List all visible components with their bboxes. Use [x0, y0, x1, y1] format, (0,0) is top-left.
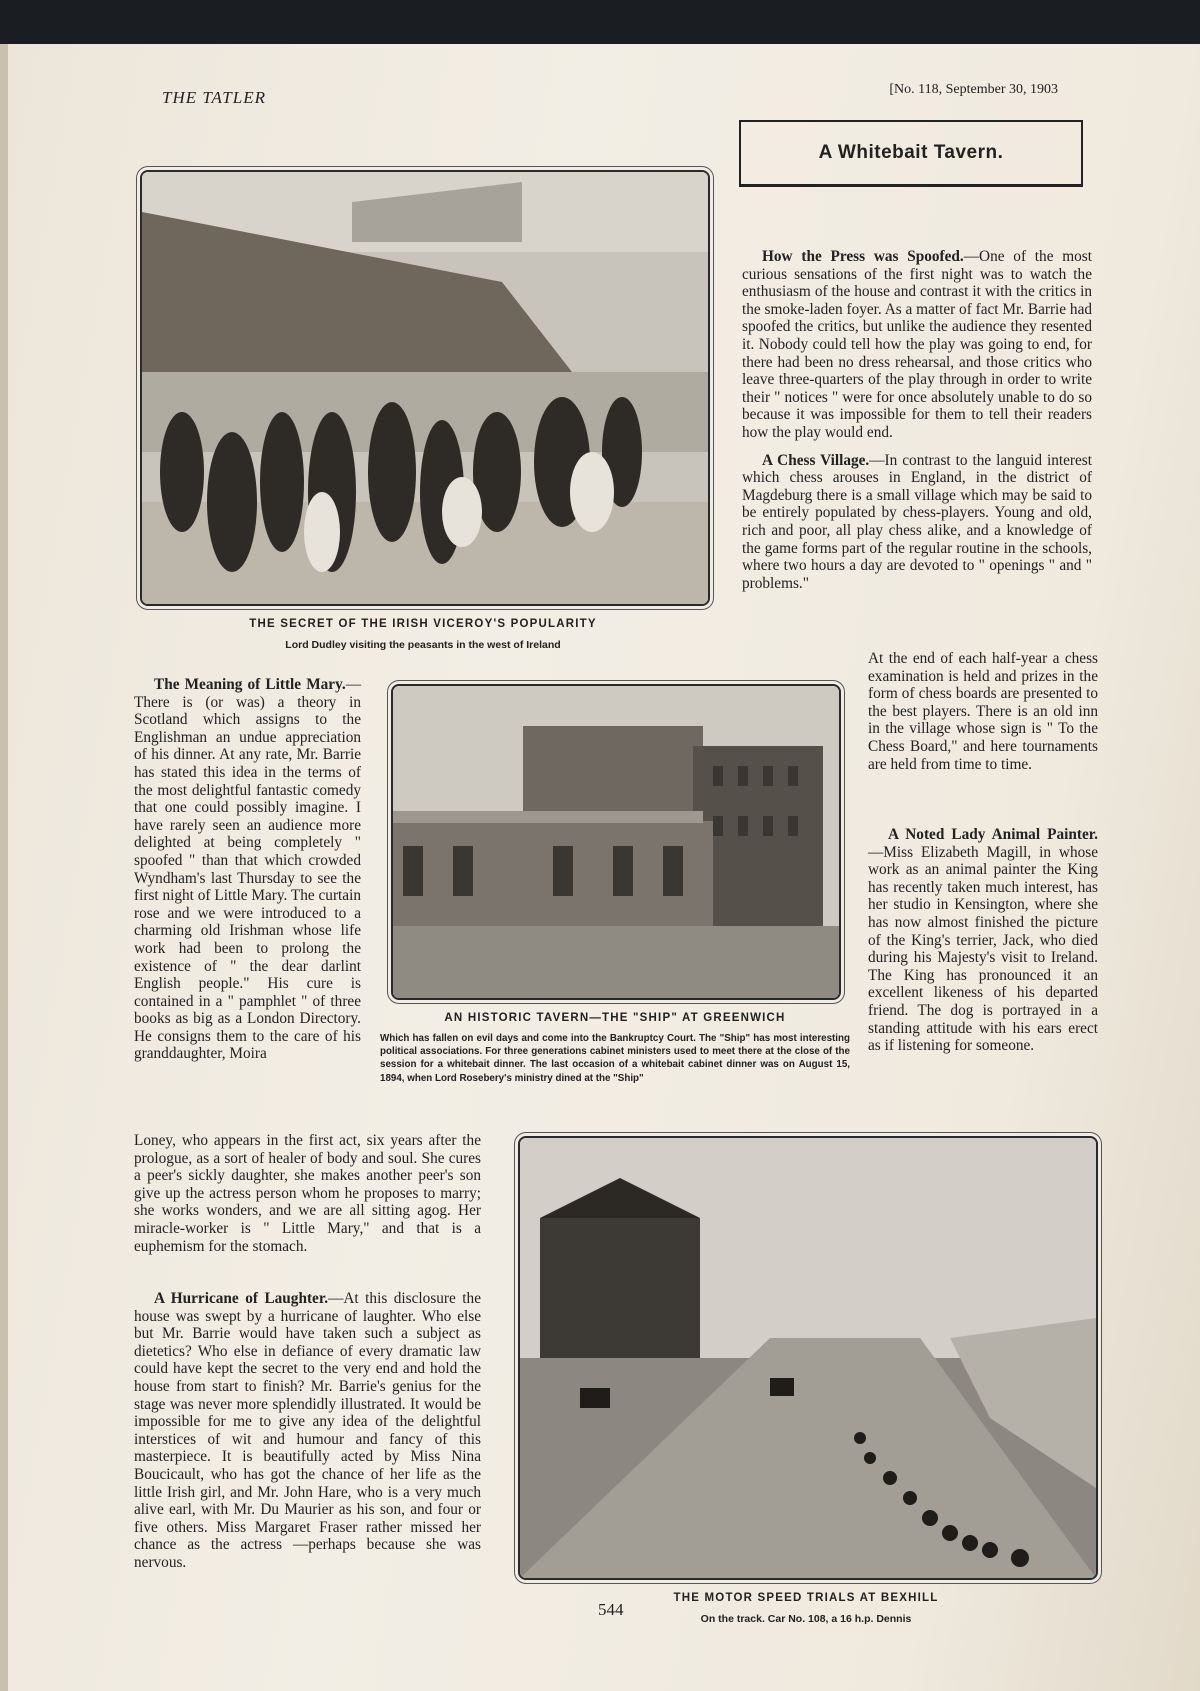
- caption-title: THE SECRET OF THE IRISH VICEROY'S POPULARITY: [249, 618, 597, 630]
- article-little-mary-cont: [134, 1132, 481, 1265]
- article-hurricane: [134, 1290, 481, 1582]
- body-chess: —In contrast to the languid interest which chess arouses in England, in the district of Magdeburg there is a small village which may be said to be entirely populated by chess-players. Young and old, rich and poor, all play chess alike, and a knowledge of the game forms part of the regular routine in the schools, where two hours a day are devoted to " openings " and " problems.": [742, 451, 1093, 592]
- caption-subtitle: Lord Dudley visiting the peasants in the west of Ireland: [285, 639, 561, 651]
- body-hurricane: —At this disclosure the house was swept by a hurricane of laughter. Who else but Mr. Barrie would have taken such a subject as dietetics? Who else in defiance of every dramatic law could have kept the secret to the very end and hold the house from start to finish? Mr. Barrie's genius for the stage was never more splendidly illustrated. It would be impossible for me to give any idea of the delightful interstices of wit and humour and fancy of this masterpiece. It is beautifully acted by Miss Nina Boucicault, who has got the chance of her life as the little Irish girl, and Mr. John Hare, who is a very much alive earl, with Mr. Du Maurier as his son, and four or five others. Miss Margaret Fraser rather missed her chance as the actress —perhaps because she was nervous.: [134, 1290, 481, 1571]
- page-number: 544: [598, 1600, 624, 1619]
- caption-subtitle: Which has fallen on evil days and come into the Bankruptcy Court. The "Ship" has most interesting political associations. For three generations cabinet ministers used to meet there at the close of the session for a whitebait dinner. The last occasion of a whitebait cabinet dinner was on August 15, 1894, when Lord Rosebery's ministry dined at the "Ship": [380, 1033, 850, 1084]
- heading-mary: The Meaning of Little Mary.: [154, 676, 346, 693]
- body-mary-cont: Loney, who appears in the first act, six years after the prologue, as a sort of healer of body and soul. She cures a peer's sickly daughter, she makes another peer's son give up the actress person whom he proposes to marry; she works wonders, and we are all sitting agog. Her miracle-worker is " Little Mary," and that is a euphemism for the stomach.: [134, 1132, 481, 1255]
- caption-title: AN HISTORIC TAVERN—THE "SHIP" AT GREENWICH: [444, 1012, 786, 1024]
- article-little-mary: [134, 676, 361, 1073]
- article-painter: [868, 826, 1098, 1065]
- photo-irish-peasants: [140, 170, 710, 606]
- heading-hurricane: A Hurricane of Laughter.: [154, 1290, 329, 1307]
- body-mary: —There is (or was) a theory in Scotland which assigns to the Englishman an undue appreciation of his dinner. At any rate, Mr. Barrie has stated this idea in the terms of the most delightful fantastic comedy that one could possibly imagine. I have rarely seen an audience more delighted at being completely " spoofed " than that which crowded Wyndham's last Thursday to see the first night of Little Mary. The curtain rose and we were introduced to a charming old Irishman whose life work had been to prolong the existence of " the dear darlint English people." His cure is contained in a " pamphlet " of three books as big as a London Directory. He consigns them to the care of his granddaughter, Moira: [134, 676, 361, 1063]
- heading-press: How the Press was Spoofed.: [762, 248, 964, 265]
- issue-info: [No. 118, September 30, 1903: [889, 82, 1058, 97]
- body-chess-2: At the end of each half-year a chess examination is held and prizes in the form of chess boards are presented to the best players. There is an old inn in the village whose sign is " To the Chess Board," and here tournaments are held from time to time.: [868, 650, 1098, 773]
- section-title: A Whitebait Tavern.: [739, 120, 1083, 187]
- caption-subtitle: On the track. Car No. 108, a 16 h.p. Dennis: [700, 1613, 912, 1625]
- heading-chess: A Chess Village.: [762, 451, 870, 469]
- article-press: [742, 248, 1092, 602]
- magazine-title: THE TATLER: [162, 88, 266, 107]
- photo-motor-trials: [518, 1136, 1098, 1580]
- body-press: —One of the most curious sensations of the first night was to watch the enthusiasm of the house and contrast it with the critics in the smoke-laden foyer. As a matter of fact Mr. Barrie had spoofed the critics, but unlike the audience they resented it. Nobody could tell how the play was going to end, for there had been no dress rehearsal, and those critics who leave three-quarters of the play through in order to write their " notices " were for once absolutely unable to do so because it was impossible for them to tell their readers how the play would end.: [742, 248, 1093, 441]
- body-painter: —Miss Elizabeth Magill, in whose work as an animal painter the King has recently taken much interest, has her studio in Kensington, where she has now almost finished the picture of the King's terrier, Jack, who died during his Majesty's visit to Ireland. The King has pronounced it an excellent likeness of his departed friend. The dog is portrayed in a standing attitude with his ears erect as if listening for someone.: [868, 843, 1098, 1055]
- article-chess-cont: [868, 650, 1098, 783]
- heading-painter: A Noted Lady Animal Painter.: [888, 826, 1098, 843]
- photo-caption-2: [380, 1012, 850, 1085]
- photo-ship-tavern: [391, 684, 841, 1000]
- photo-caption-1: [140, 618, 706, 652]
- caption-title: THE MOTOR SPEED TRIALS AT BEXHILL: [673, 1592, 939, 1604]
